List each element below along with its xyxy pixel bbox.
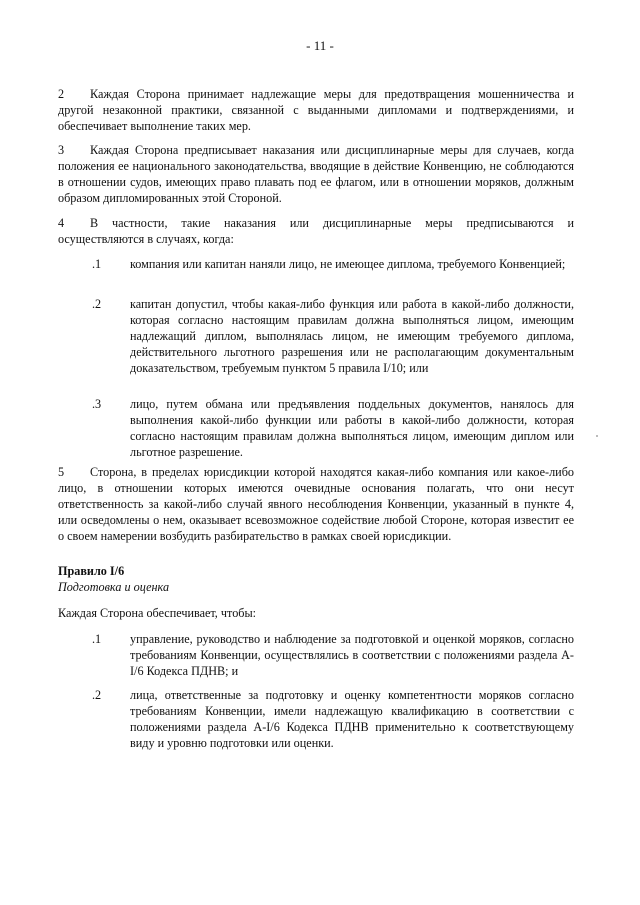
list-item-marker: .2 xyxy=(92,688,102,702)
list-item-marker: .1 xyxy=(92,632,102,646)
paragraph-5 xyxy=(58,464,574,544)
list-item-marker: .3 xyxy=(92,397,102,411)
paragraph-text: Каждая Сторона принимает надлежащие меры для предотвращения мошенничества и другой незаконной практики, связанной с выданными дипломами и подтверждениями, и обеспечивает выполнение таких мер. xyxy=(58,87,574,133)
paragraph-2 xyxy=(58,86,574,134)
page-number: - 11 - xyxy=(306,38,334,53)
paragraph-number: 5 xyxy=(58,465,65,479)
paragraph-text: В частности, такие наказания или дисциплинарные меры предписываются и осуществляются в случаях, когда: xyxy=(58,216,574,246)
rule-title: Правило I/6 xyxy=(58,564,125,578)
rule-subtitle: Подготовка и оценка xyxy=(58,580,170,594)
paragraph-text: Каждая Сторона предписывает наказания или дисциплинарные меры для случаев, когда положения ее национального законодательства, вводящие в действие Конвенцию, не соблюдаются в отношении судов, имеющих право плавать под ее флагом, или в отношении моряков, должным образом дипломированных этой Стороной. xyxy=(58,143,574,205)
list-item xyxy=(92,396,574,460)
scan-speck xyxy=(596,435,598,437)
list-item-text: капитан допустил, чтобы какая-либо функция или работа в какой-либо должности, которая согласно настоящим правилам должна выполняться лицом, имеющим надлежащий диплом, выполнялась лицом, не имеющим требуемого диплома, действительного льготного разрешения или не располагающим документальным доказательством, требуемым пунктом 5 правила I/10; или xyxy=(130,297,574,375)
paragraph-number: 2 xyxy=(58,87,65,101)
paragraph-4 xyxy=(58,215,574,247)
paragraph-3 xyxy=(58,142,574,206)
list-item-text: лица, ответственные за подготовку и оценку компетентности моряков согласно требованиям Конвенции, имели надлежащую квалификацию в соответствии с положениями раздела A-I/6 Кодекса ПДНВ применительно к соответствующему виду и уровню подготовки или оценки. xyxy=(130,688,574,750)
list-item xyxy=(92,256,574,272)
list-item-text: управление, руководство и наблюдение за подготовкой и оценкой моряков, согласно требованиям Конвенции, осуществлялись в соответствии с положениями раздела A-I/6 Кодекса ПДНВ; и xyxy=(130,632,574,678)
rule-intro: Каждая Сторона обеспечивает, чтобы: xyxy=(58,606,257,620)
paragraph-number: 4 xyxy=(58,216,65,230)
list-item-text: компания или капитан наняли лицо, не имеющее диплома, требуемого Конвенцией; xyxy=(130,257,566,271)
paragraph-number: 3 xyxy=(58,143,65,157)
list-item-marker: .1 xyxy=(92,257,102,271)
list-item xyxy=(92,687,574,751)
list-item-text: лицо, путем обмана или предъявления поддельных документов, нанялось для выполнения какой-либо функции или работы в какой-либо должности, которая согласно настоящим правилам должна выполняться лицом, имеющим диплом или льготное разрешение. xyxy=(130,397,574,459)
list-item xyxy=(92,296,574,376)
list-item xyxy=(92,631,574,679)
paragraph-text: Сторона, в пределах юрисдикции которой находятся какая-либо компания или какое-либо лицо, в отношении которых имеются очевидные основания полагать, что они несут ответственность за какой-либо случай явного несоблюдения Конвенции, указанный в пункте 4, или осведомлены о нем, оказывает всевозможное содействие любой Стороне, которая известит ее о своем намерении возбудить разбирательство в рамках своей юрисдикции. xyxy=(58,465,574,543)
list-item-marker: .2 xyxy=(92,297,102,311)
